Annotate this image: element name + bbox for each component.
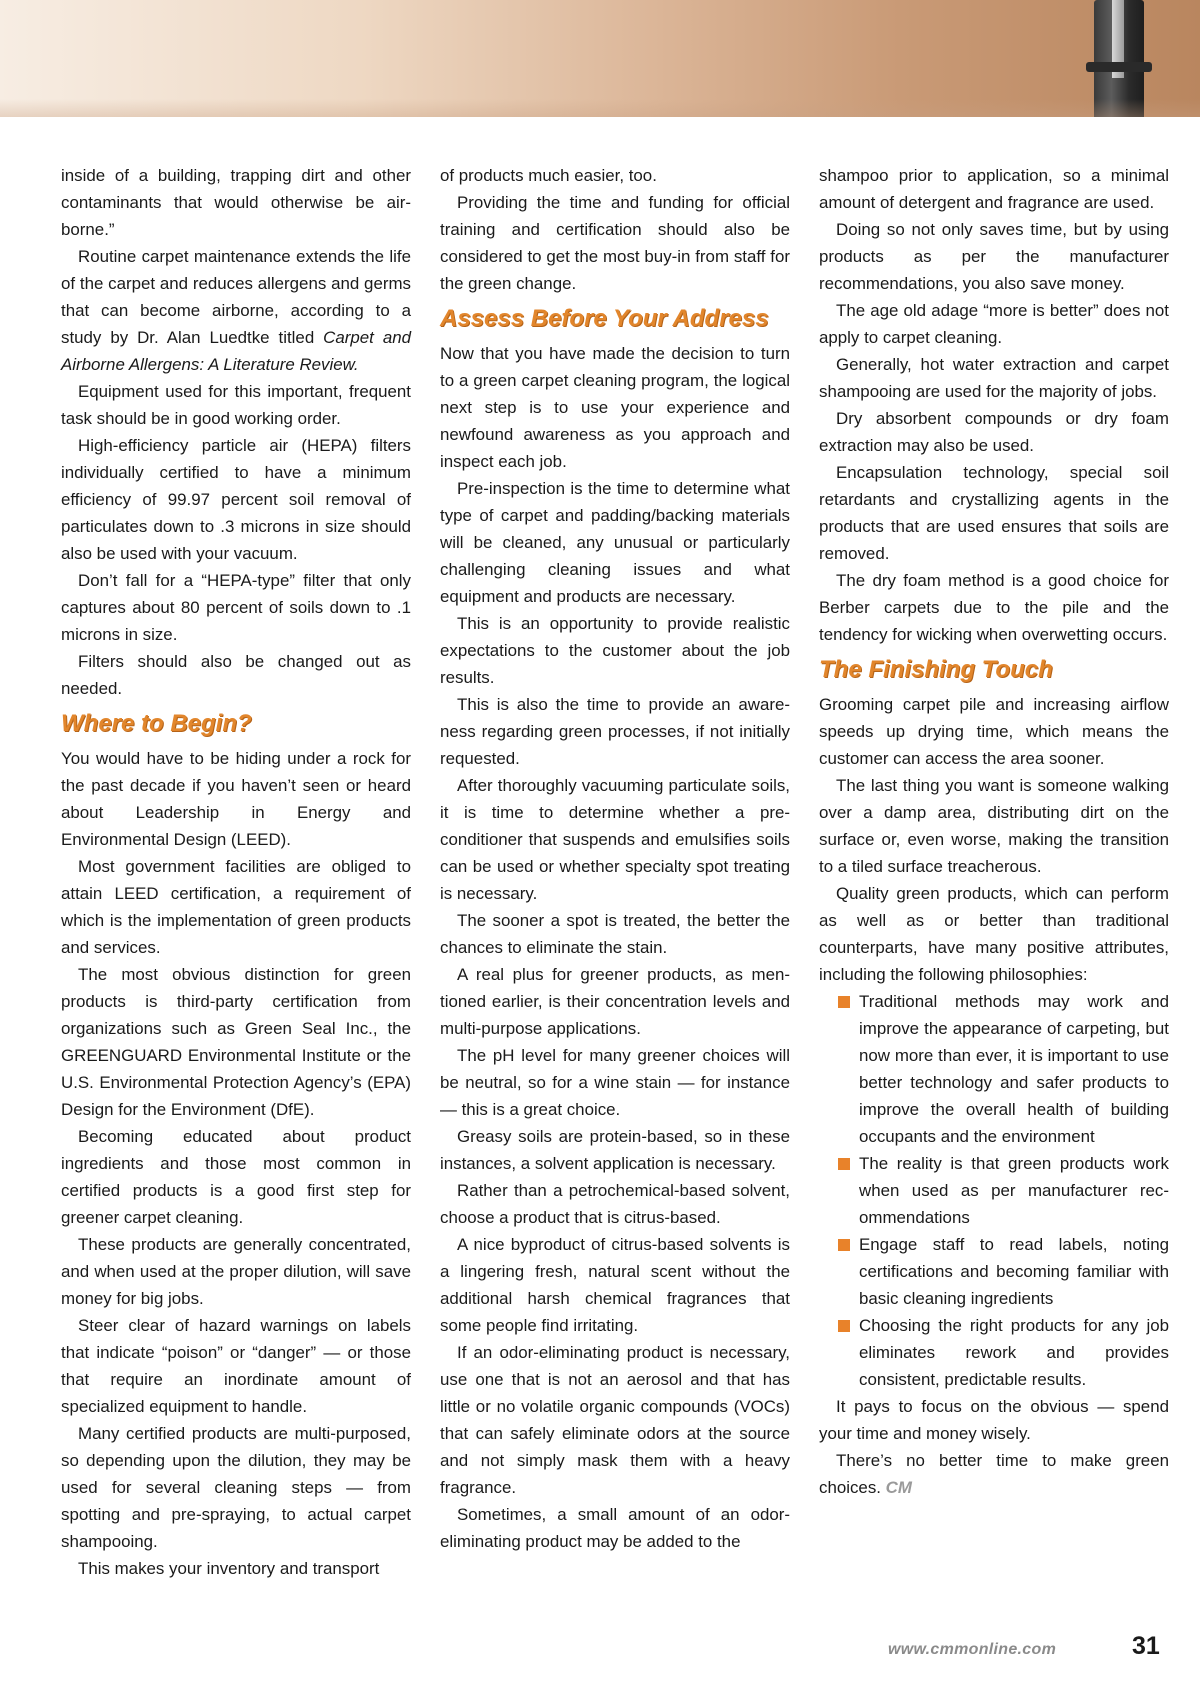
paragraph: This makes your inventory and transport [78,1559,380,1578]
vacuum-cleaner-image [1094,0,1144,117]
paragraph: Sometimes, a small amount of an odor-eliminating product may be added to the [440,1505,790,1551]
paragraph [819,1447,1169,1501]
study-title: Carpet and Airborne Allergens: A Literature Review. [61,328,412,374]
paragraph: Rather than a petrochemical-based solvent, choose a product that is citrus-based. [440,1181,790,1227]
bullet-item: Traditional methods may work and improve the appearance of carpeting, but now more than ever, it is important to use better technology and safer products to improve the overall health of building occupants and the environment [819,988,1169,1150]
paragraph: The age old adage “more is better” does not apply to carpet cleaning. [819,301,1169,347]
paragraph-text: There’s no better time to make green choices. [819,1451,1169,1497]
paragraph: The last thing you want is someone walking over a damp area, distributing dirt on the surface or, even worse, making the transition to a tiled surface treacherous. [819,776,1169,876]
paragraph: Quality green products, which can perform as well as or better than traditional counterparts, have many positive attributes, including the following philosophies: [819,884,1169,984]
column-3 [819,162,1169,1501]
paragraph: Don’t fall for a “HEPA-type” filter that only captures about 80 percent of soils down to .1 microns in size. [61,571,411,644]
bullet-item: Engage staff to read labels, noting certifications and becoming familiar with basic cleaning ingredients [819,1231,1169,1312]
paragraph: of products much easier, too. [440,166,657,185]
paragraph: The most obvious distinction for green products is third-party certification from organizations such as Green Seal Inc., the GREENGUARD Environmental Institute or the U.S. Environmental Protection Agency’s (EPA) Design for the Environment (DfE). [61,965,411,1119]
paragraph: shampoo prior to application, so a minimal amount of detergent and fragrance are used. [819,166,1169,212]
paragraph: Pre-inspection is the time to determine what type of carpet and padding/backing materials will be cleaned, any unusual or particularly challenging cleaning issues and what equipment and products are necessary. [440,479,790,606]
paragraph: Generally, hot water extraction and carpet shampooing are used for the majority of jobs. [819,355,1169,401]
column-1 [61,162,411,1582]
paragraph: Equipment used for this important, frequent task should be in good working order. [61,382,411,428]
paragraph: You would have to be hiding under a rock for the past decade if you haven’t seen or heard about Leadership in Energy and Environmental Design (LEED). [61,749,411,849]
signoff-mark: CM [885,1478,912,1497]
paragraph: Most government facilities are obliged to attain LEED certification, a requirement of which is the implementation of green products and services. [61,857,411,957]
section-heading: Where to Begin? [61,710,252,737]
website-url: www.cmmonline.com [888,1641,1057,1658]
paragraph: Greasy soils are protein-based, so in these instances, a solvent application is necessary. [440,1127,790,1173]
paragraph-text: Routine carpet maintenance extends the life of the carpet and reduces allergens and germs that can become airborne, according to a study by Dr. Alan Luedtke titled [61,247,411,347]
paragraph [61,243,411,378]
paragraph: Providing the time and funding for official training and certification should also be considered to get the most buy-in from staff for the green change. [440,193,790,293]
section-heading: The Finishing Touch [819,656,1053,683]
paragraph: These products are generally concentrated, and when used at the proper dilution, will save money for big jobs. [61,1235,411,1308]
paragraph: Many certified products are multi-purposed, so depending upon the dilution, they may be used for several cleaning steps — from spotting and pre-spraying, to actual carpet shampooing. [61,1424,411,1551]
header-banner-photo [0,0,1200,117]
paragraph: After thoroughly vacuuming particulate soils, it is time to determine whether a pre-conditioner that suspends and emulsifies soils can be used or whether specialty spot treating is necessary. [440,776,790,903]
paragraph: If an odor-eliminating product is necessary, use one that is not an aerosol and that has little or no volatile organic compounds (VOCs) that can safely eliminate odors at the source and not simply mask them with a heavy fragrance. [440,1343,790,1497]
bullet-list [819,988,1169,1393]
paragraph: The pH level for many greener choices will be neutral, so for a wine stain — for instance — this is a great choice. [440,1046,790,1119]
paragraph: Doing so not only saves time, but by using products as per the manufacturer recommendations, you also save money. [819,220,1169,293]
paragraph: This is also the time to provide an awareness regarding green processes, if not initially requested. [440,695,790,768]
bullet-item: Choosing the right products for any job eliminates rework and provides consistent, predictable results. [819,1312,1169,1393]
paragraph: The dry foam method is a good choice for Berber carpets due to the pile and the tendency for wicking when overwetting occurs. [819,571,1169,644]
paragraph: Filters should also be changed out as needed. [61,652,411,698]
page-number: 31 [1132,1632,1160,1660]
paragraph: Becoming educated about product ingredients and those most common in certified products is a good first step for greener carpet cleaning. [61,1127,411,1227]
paragraph: The sooner a spot is treated, the better the chances to eliminate the stain. [440,911,790,957]
column-2 [440,162,790,1555]
paragraph: inside of a building, trapping dirt and other contaminants that would otherwise be airborne.” [61,166,411,239]
bullet-item: The reality is that green products work when used as per manufacturer recommendations [819,1150,1169,1231]
paragraph: Now that you have made the decision to turn to a green carpet cleaning program, the logical next step is to use your experience and newfound awareness as you approach and inspect each job. [440,344,790,471]
paragraph: This is an opportunity to provide realistic expectations to the customer about the job results. [440,614,790,687]
paragraph: A nice byproduct of citrus-based solvents is a lingering fresh, natural scent without the additional harsh chemical fragrances that some people find irritating. [440,1235,790,1335]
paragraph: It pays to focus on the obvious — spend your time and money wisely. [819,1397,1169,1443]
paragraph: High-efficiency particle air (HEPA) filters individually certified to have a minimum efficiency of 99.97 percent soil removal of particulates down to .3 microns in size should also be used with your vacuum. [61,436,411,563]
paragraph: A real plus for greener products, as mentioned earlier, is their concentration levels and multi-purpose applications. [440,965,790,1038]
paragraph: Dry absorbent compounds or dry foam extraction may also be used. [819,409,1169,455]
paragraph: Grooming carpet pile and increasing airflow speeds up drying time, which means the customer can access the area sooner. [819,695,1169,768]
paragraph: Encapsulation technology, special soil retardants and crystallizing agents in the products that are used ensures that soils are removed. [819,463,1169,563]
paragraph: Steer clear of hazard warnings on labels that indicate “poison” or “danger” — or those that require an inordinate amount of specialized equipment to handle. [61,1316,411,1416]
section-heading: Assess Before Your Address [440,305,769,332]
